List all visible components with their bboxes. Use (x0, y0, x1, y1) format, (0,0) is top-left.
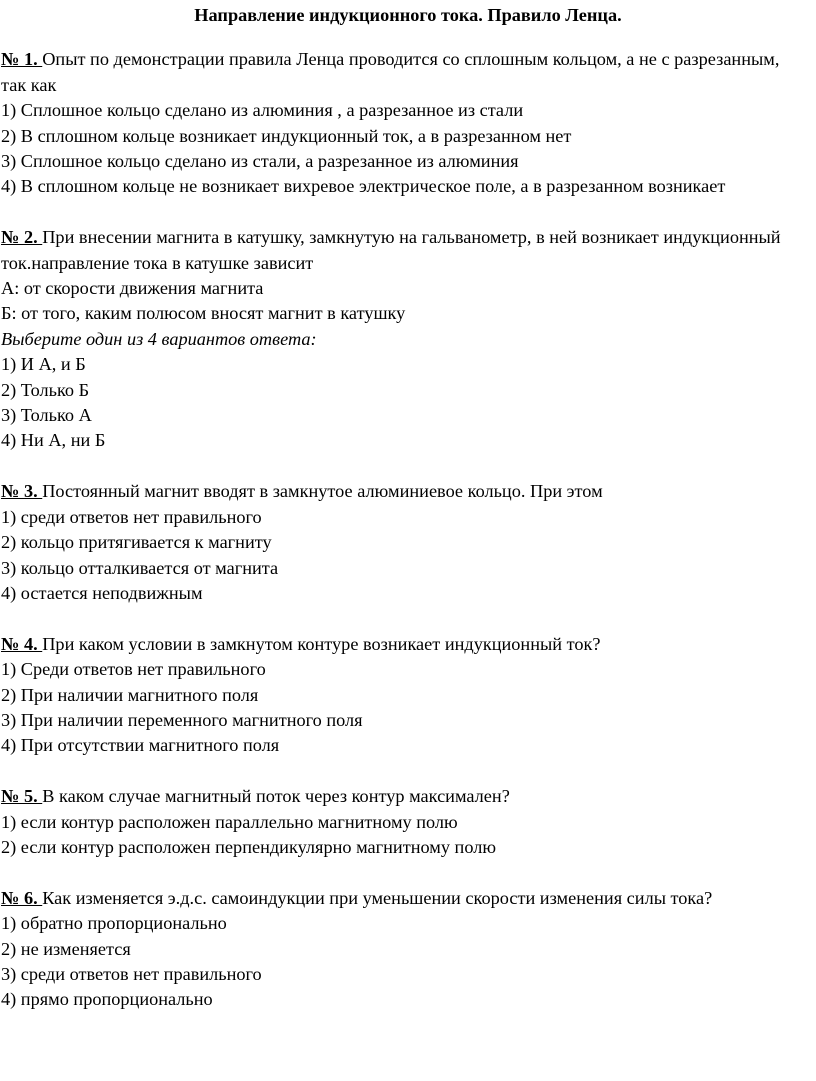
question-number: № 2. (1, 227, 43, 248)
answer-option: 2) кольцо притягивается к магниту (1, 532, 272, 553)
question-2 (0, 225, 816, 454)
answer-option: 2) В сплошном кольце возникает индукционный ток, а в разрезанном нет (1, 125, 572, 146)
question-number: № 4. (1, 633, 43, 654)
question-body: При каком условии в замкнутом контуре возникает индукционный ток? (42, 633, 601, 654)
answer-option: 4) В сплошном кольце не возникает вихревое электрическое поле, а в разрезанном возникает (1, 176, 726, 197)
question-text (1, 632, 816, 657)
question-number: № 1. (1, 49, 43, 70)
question-body: В каком случае магнитный поток через контур максимален? (42, 786, 510, 807)
answer-option: 3) Сплошное кольцо сделано из стали, а разрезанное из алюминия (1, 151, 519, 172)
answer-option: 4) остается неподвижным (1, 582, 203, 603)
answer-option: 4) прямо пропорционально (1, 989, 213, 1010)
answer-option: 2) не изменяется (1, 938, 131, 959)
answer-option: 1) обратно пропорционально (1, 913, 227, 934)
answer-option: 1) Среди ответов нет правильного (1, 659, 266, 680)
answer-option: 3) среди ответов нет правильного (1, 963, 262, 984)
answer-option: 2) При наличии магнитного поля (1, 684, 259, 705)
answer-option: 1) Сплошное кольцо сделано из алюминия , а разрезанное из стали (1, 100, 524, 121)
question-5 (0, 784, 816, 860)
question-1 (0, 47, 816, 199)
answer-option: 4) Ни А, ни Б (1, 430, 106, 451)
statement: Б: от того, каким полюсом вносят магнит в катушку (1, 303, 406, 324)
question-text (1, 886, 816, 911)
question-text (1, 47, 816, 98)
answer-option: 3) Только А (1, 405, 92, 426)
answer-option: 3) При наличии переменного магнитного поля (1, 709, 363, 730)
question-number: № 6. (1, 887, 43, 908)
answer-option: 1) И А, и Б (1, 354, 86, 375)
answer-instruction: Выберите один из 4 вариантов ответа: (1, 328, 317, 349)
answer-option: 4) При отсутствии магнитного поля (1, 735, 280, 756)
question-6 (0, 886, 816, 1013)
question-3 (0, 479, 816, 606)
document-title: Направление индукционного тока. Правило Ленца. (194, 5, 622, 25)
answer-option: 3) кольцо отталкивается от магнита (1, 557, 279, 578)
answer-option: 2) если контур расположен перпендикулярно магнитному полю (1, 836, 497, 857)
answer-option: 2) Только Б (1, 379, 90, 400)
question-text (1, 479, 816, 504)
statement: А: от скорости движения магнита (1, 278, 264, 299)
question-text (1, 225, 816, 276)
question-number: № 3. (1, 481, 43, 502)
question-4 (0, 632, 816, 759)
answer-option: 1) если контур расположен параллельно магнитному полю (1, 811, 458, 832)
question-body: Опыт по демонстрации правила Ленца проводится со сплошным кольцом, а не с разрезанным, так как (1, 49, 780, 95)
answer-option: 1) среди ответов нет правильного (1, 506, 262, 527)
question-text (1, 784, 816, 809)
question-body: Как изменяется э.д.с. самоиндукции при уменьшении скорости изменения силы тока? (42, 887, 713, 908)
question-number: № 5. (1, 786, 43, 807)
question-body: При внесении магнита в катушку, замкнутую на гальванометр, в ней возникает индукционный ток.направление тока в катушке зависит (1, 227, 781, 273)
question-body: Постоянный магнит вводят в замкнутое алюминиевое кольцо. При этом (42, 481, 603, 502)
